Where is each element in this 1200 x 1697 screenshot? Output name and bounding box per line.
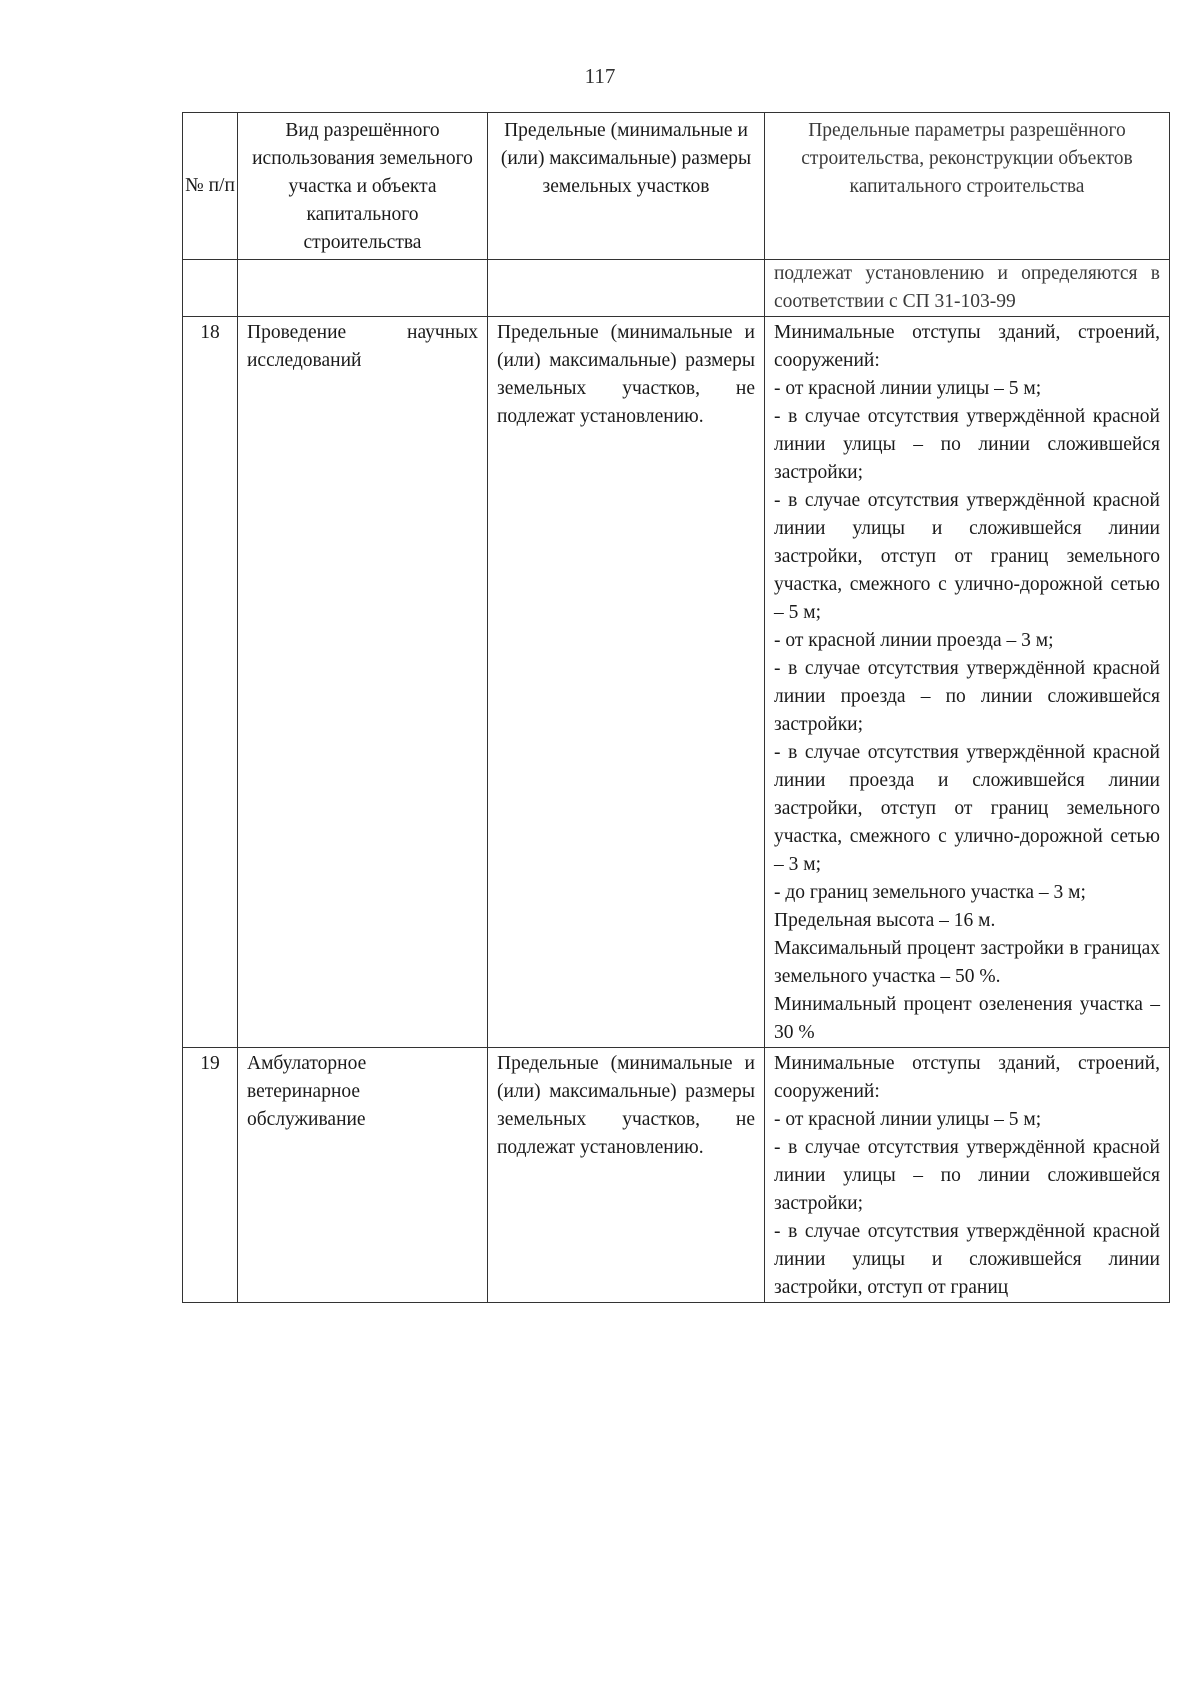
param-line: - от красной линии улицы – 5 м; [774,1109,1042,1130]
cell-plot-sizes: Предельные (минимальные и (или) максимальные) размеры земельных участков, не подлежат установлению. [488,317,765,1048]
param-line: Минимальные отступы зданий, строений, сооружений: [774,1053,1160,1102]
table-header-row [183,113,1170,260]
cell-plot-sizes [488,260,765,317]
cell-construction-params: подлежат установлению и определяются в соответствии с СП 31-103-99 [765,260,1170,317]
table-row [183,1048,1170,1303]
param-line: - в случае отсутствия утверждённой красной линии улицы – по линии сложившейся застройки; [774,406,1160,483]
cell-construction-params [765,317,1170,1048]
param-line: - в случае отсутствия утверждённой красной линии проезда и сложившейся линии застройки, отступ от границ земельного участка, смежного с улично-дорожной сетью – 3 м; [774,742,1160,875]
param-line: Максимальный процент застройки в границах земельного участка – 50 %. [774,938,1160,987]
param-line: - в случае отсутствия утверждённой красной линии улицы – по линии сложившейся застройки; [774,1137,1160,1214]
cell-permitted-use: Проведение научных исследований [238,317,488,1048]
param-line: - в случае отсутствия утверждённой красной линии улицы и сложившейся линии застройки, отступ от границ [774,1221,1160,1298]
header-permitted-use: Вид разрешённого использования земельного участка и объекта капитального строительства [238,113,488,260]
table-row [183,317,1170,1048]
cell-number: 18 [183,317,238,1048]
param-line: Минимальные отступы зданий, строений, сооружений: [774,322,1160,371]
param-line: - в случае отсутствия утверждённой красной линии проезда – по линии сложившейся застройки; [774,658,1160,735]
param-line: - от красной линии проезда – 3 м; [774,630,1054,651]
cell-plot-sizes: Предельные (минимальные и (или) максимальные) размеры земельных участков, не подлежат установлению. [488,1048,765,1303]
header-number: № п/п [183,113,238,260]
cell-permitted-use: Амбулаторное ветеринарное обслуживание [238,1048,488,1303]
param-line: - в случае отсутствия утверждённой красной линии улицы и сложившейся линии застройки, отступ от границ земельного участка, смежного с улично-дорожной сетью – 5 м; [774,490,1160,623]
header-construction-params: Предельные параметры разрешённого строительства, реконструкции объектов капитального строительства [765,113,1170,260]
param-line: Минимальный процент озеленения участка – 30 % [774,994,1160,1043]
param-line: - от красной линии улицы – 5 м; [774,378,1042,399]
cell-permitted-use [238,260,488,317]
cell-number [183,260,238,317]
page-number: 117 [584,64,616,88]
param-line: Предельная высота – 16 м. [774,910,996,931]
param-line: - до границ земельного участка – 3 м; [774,882,1086,903]
cell-construction-params [765,1048,1170,1303]
zoning-regulations-table [182,112,1170,1303]
table-row-continuation [183,260,1170,317]
header-plot-sizes: Предельные (минимальные и (или) максимальные) размеры земельных участков [488,113,765,260]
cell-number: 19 [183,1048,238,1303]
